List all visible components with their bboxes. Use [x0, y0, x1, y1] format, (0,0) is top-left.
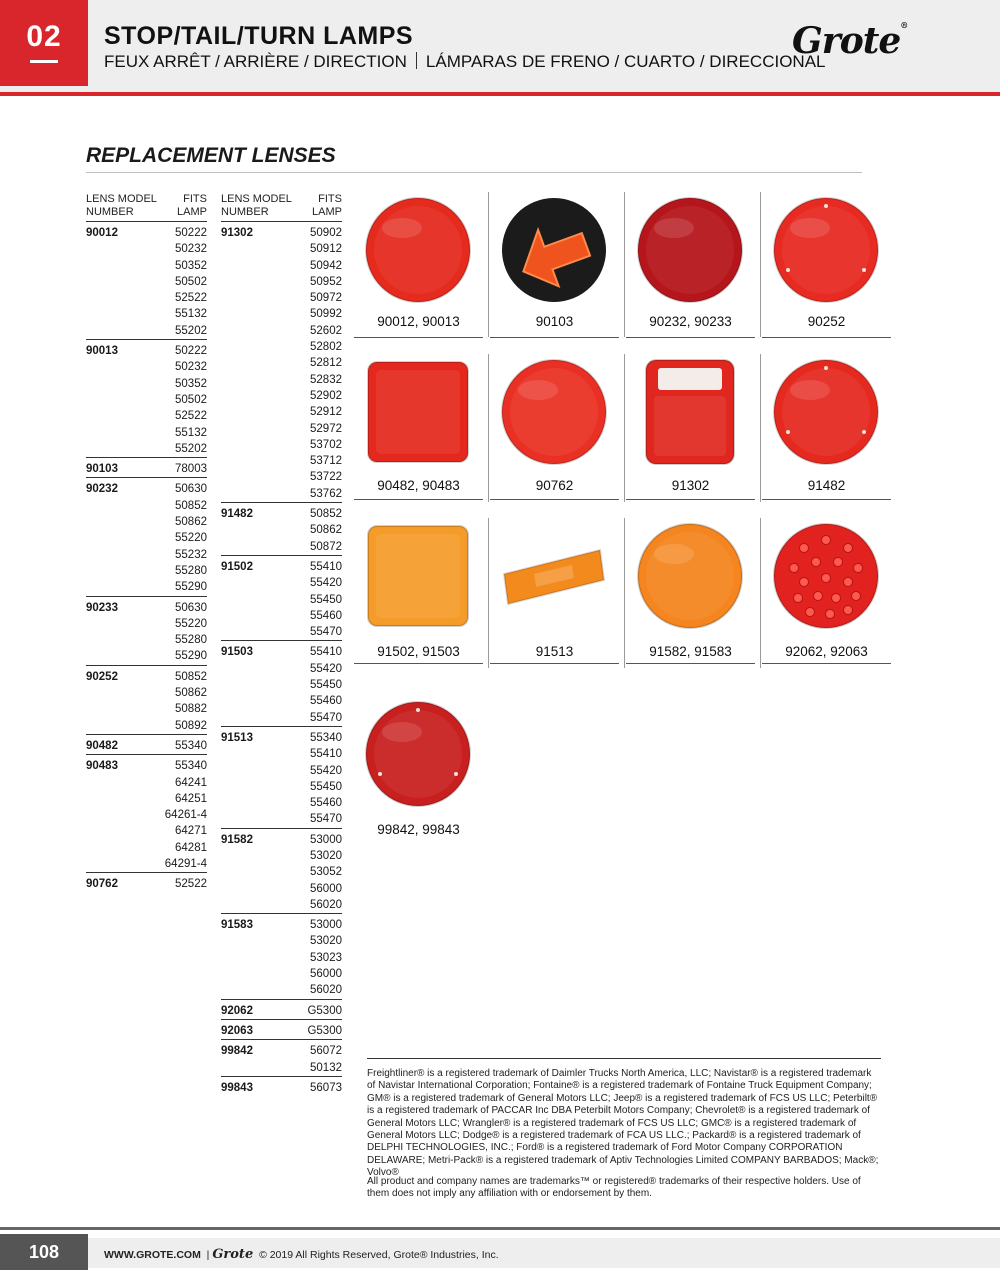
fits-lamp-number: 56020	[310, 984, 342, 997]
fits-lamp-number: 55450	[310, 780, 342, 793]
lens-model-label: 91502, 91503	[377, 644, 460, 659]
fits-lamp-number: 52802	[310, 341, 342, 354]
fits-lamp-number: 78003	[175, 463, 207, 476]
fits-lamp-number: 53000	[310, 919, 342, 932]
fits-lamp-number: 50862	[175, 516, 207, 529]
footer-rule	[0, 1227, 1000, 1230]
fits-lamp-number: 50852	[175, 670, 207, 683]
header-lamp: LAMP	[312, 206, 342, 218]
fits-lamp-number: 50912	[310, 243, 342, 256]
lens-model-label: 91513	[535, 644, 574, 659]
fits-lamp-list	[175, 461, 207, 477]
disclaimer: All product and company names are trademarks™ or registered® trademarks of their respective holders. Use of them does not imply any affiliation with or endorsement by them.	[367, 1176, 861, 1200]
section-title: REPLACEMENT LENSES	[86, 144, 336, 167]
lens-model-number: 90483	[86, 760, 118, 773]
fits-lamp-number: 50952	[310, 275, 342, 288]
lens-image	[362, 356, 474, 473]
fits-lamp-list	[175, 738, 207, 754]
fits-lamp-number: 64271	[175, 825, 207, 838]
lens-model-number: 90252	[86, 670, 118, 683]
lens-model-label: 90012, 90013	[377, 314, 460, 329]
fits-lamp-number: 56072	[310, 1045, 342, 1058]
fits-lamp-number: 52602	[310, 324, 342, 337]
product-tile	[352, 192, 485, 352]
fits-lamp-number: 53712	[310, 455, 342, 468]
table-body	[221, 221, 342, 1096]
fits-lamp-number: 64251	[175, 792, 207, 805]
fits-lamp-number: 55410	[310, 646, 342, 659]
table-body	[86, 221, 207, 893]
fits-lamp-number: G5300	[307, 1004, 342, 1017]
table-row	[86, 221, 207, 339]
fits-lamp-number: 52972	[310, 422, 342, 435]
fits-lamp-number: 50630	[175, 601, 207, 614]
fits-lamp-list	[307, 1003, 342, 1019]
tile-rule	[762, 337, 891, 338]
product-tile	[760, 192, 893, 352]
fits-lamp-number: 53020	[310, 935, 342, 948]
fits-lamp-number: 52522	[175, 410, 207, 423]
lens-model-label: 90762	[535, 478, 574, 493]
tile-rule	[762, 663, 891, 664]
fits-lamp-number: G5300	[307, 1024, 342, 1037]
header-model: LENS MODEL	[86, 193, 157, 205]
fits-lamp-number: 55420	[310, 764, 342, 777]
lens-model-label: 90103	[535, 314, 574, 329]
lens-model-number: 90013	[86, 345, 118, 358]
fits-lamp-number: 50852	[175, 499, 207, 512]
fits-lamp-number: 55470	[310, 813, 342, 826]
fits-lamp-list	[310, 559, 342, 640]
grote-logo: Grote®	[792, 20, 908, 62]
lens-model-number: 90482	[86, 739, 118, 752]
tile-rule	[626, 663, 755, 664]
fits-lamp-number: 53722	[310, 471, 342, 484]
footer-text: WWW.GROTE.COM | Grote © 2019 All Rights Reserved, Grote® Industries, Inc.	[104, 1247, 499, 1262]
table-row	[221, 913, 342, 998]
fits-lamp-number: 50630	[175, 483, 207, 496]
fits-lamp-number: 55280	[175, 634, 207, 647]
fits-lamp-number: 53702	[310, 438, 342, 451]
lens-model-number: 92062	[221, 1004, 253, 1017]
fits-lamp-number: 55290	[175, 581, 207, 594]
logo-text: Grote	[792, 20, 901, 62]
fits-lamp-list	[310, 730, 342, 828]
fits-lamp-number: 52902	[310, 389, 342, 402]
fits-lamp-number: 56000	[310, 882, 342, 895]
table-row	[86, 477, 207, 595]
fits-lamp-number: 50942	[310, 259, 342, 272]
lens-model-number: 99842	[221, 1045, 253, 1058]
fits-lamp-number: 55470	[310, 711, 342, 724]
section-rule	[86, 172, 862, 173]
fits-lamp-number: 56073	[310, 1081, 342, 1094]
fits-lamp-number: 52522	[175, 878, 207, 891]
fits-lamp-number: 53023	[310, 951, 342, 964]
lens-image	[498, 520, 610, 637]
table-row	[221, 1019, 342, 1039]
fits-lamp-number: 55340	[310, 731, 342, 744]
fits-lamp-number: 55220	[175, 532, 207, 545]
fits-lamp-number: 50852	[310, 508, 342, 521]
product-tile	[488, 192, 621, 352]
fits-lamp-number: 55232	[175, 548, 207, 561]
page-number: 108	[0, 1234, 88, 1270]
tile-rule	[490, 663, 619, 664]
fits-lamp-number: 64291-4	[164, 857, 207, 870]
lens-model-number: 99843	[221, 1081, 253, 1094]
fits-lamp-number: 53762	[310, 487, 342, 500]
lens-image	[634, 356, 746, 473]
fits-lamp-number: 50132	[310, 1061, 342, 1074]
table-row	[221, 1076, 342, 1096]
lens-model-number: 90233	[86, 601, 118, 614]
chapter-underline	[30, 60, 58, 63]
table-header	[221, 193, 342, 221]
page-subtitle	[104, 52, 825, 72]
fits-lamp-number: 55470	[310, 626, 342, 639]
tile-rule	[354, 337, 483, 338]
fits-lamp-number: 55202	[175, 442, 207, 455]
trademark-notice: Freightliner® is a registered trademark of Daimler Trucks North America, LLC; Navistar® is a registered trademark of Navistar International Corporation; Fontaine® is a registered trademark of Fontaine Truck Equipment Company; GM® is a registered trademark of General Motors LLC; Jeep® is a registered trademark of FCS US LLC; Peterbilt® is a registered trademark of PACCAR Inc DBA Peterbilt Motors Company; Chevrolet® is a registered trademark of General Motors LLC; Wrangler® is a registered trademark of FCS US LLC; GMC® is a registered trademark of General Motors LLC; Dodge® is a registered trademark of FCA US LLC.; Packard® is a registered trademark of DELPHI TECHNOLOGIES, INC.; Ford® is a registered trademark of Ford Motor Company CORPORATION DELAWARE; Metri-Pack® is a registered trademark of Aptiv Technologies Limited COMPANY BARBADOS; Mack®; Volvo®	[367, 1068, 879, 1179]
fits-lamp-list	[175, 600, 207, 665]
product-tile	[624, 192, 757, 352]
product-tile	[760, 354, 893, 514]
fits-lamp-list	[175, 343, 207, 457]
footnote-rule	[367, 1058, 881, 1059]
tile-rule	[354, 499, 483, 500]
footer-logo: Grote	[212, 1247, 254, 1262]
lens-model-label: 92062, 92063	[785, 644, 868, 659]
table-row	[86, 457, 207, 477]
lens-model-label: 91582, 91583	[649, 644, 732, 659]
subtitle-spanish: LÁMPARAS DE FRENO / CUARTO / DIRECCIONAL	[425, 52, 826, 71]
fits-lamp-number: 56000	[310, 968, 342, 981]
tile-rule	[626, 337, 755, 338]
product-tile	[488, 518, 621, 678]
fits-lamp-number: 55132	[175, 308, 207, 321]
lens-image	[362, 698, 474, 815]
fits-lamp-number: 64241	[175, 776, 207, 789]
lens-image	[770, 520, 882, 637]
header-lamp: LAMP	[177, 206, 207, 218]
table-row	[221, 221, 342, 502]
fits-lamp-number: 50872	[310, 540, 342, 553]
fits-lamp-number: 50502	[175, 393, 207, 406]
lens-model-number: 91482	[221, 508, 253, 521]
product-tile	[352, 354, 485, 514]
lens-model-label: 91302	[671, 478, 710, 493]
lens-table-left	[86, 193, 207, 893]
lens-model-label: 91482	[807, 478, 846, 493]
header-number: NUMBER	[86, 206, 134, 218]
fits-lamp-list	[310, 832, 342, 913]
fits-lamp-list	[165, 758, 207, 872]
fits-lamp-list	[310, 644, 342, 725]
product-tile	[624, 518, 757, 678]
product-tile	[352, 696, 485, 856]
fits-lamp-number: 52812	[310, 357, 342, 370]
fits-lamp-number: 55460	[310, 797, 342, 810]
lens-model-number: 91583	[221, 919, 253, 932]
fits-lamp-number: 55220	[175, 617, 207, 630]
table-row	[86, 339, 207, 457]
fits-lamp-list	[310, 917, 342, 998]
lens-model-number: 91302	[221, 227, 253, 239]
table-row	[221, 726, 342, 828]
fits-lamp-number: 56020	[310, 898, 342, 911]
copyright: © 2019 All Rights Reserved, Grote® Industries, Inc.	[259, 1249, 499, 1261]
tile-rule	[354, 663, 483, 664]
table-row	[221, 828, 342, 913]
fits-lamp-number: 50972	[310, 292, 342, 305]
fits-lamp-number: 50882	[175, 703, 207, 716]
header-fits: FITS	[183, 193, 207, 205]
fits-lamp-number: 55280	[175, 564, 207, 577]
lens-image	[770, 356, 882, 473]
fits-lamp-number: 55290	[175, 650, 207, 663]
tile-rule	[490, 499, 619, 500]
lens-model-number: 91582	[221, 833, 253, 846]
fits-lamp-number: 52522	[175, 292, 207, 305]
fits-lamp-number: 53000	[310, 833, 342, 846]
fits-lamp-list	[175, 481, 207, 595]
fits-lamp-number: 55450	[310, 593, 342, 606]
lens-model-number: 90012	[86, 227, 118, 239]
fits-lamp-number: 53052	[310, 866, 342, 879]
chapter-number: 02	[26, 20, 62, 53]
subtitle-separator	[416, 52, 417, 69]
fits-lamp-number: 50502	[175, 275, 207, 288]
fits-lamp-number: 55450	[310, 679, 342, 692]
fits-lamp-number: 64261-4	[164, 809, 207, 822]
table-header	[86, 193, 207, 221]
product-tile	[624, 354, 757, 514]
fits-lamp-number: 55420	[310, 577, 342, 590]
lens-image	[498, 356, 610, 473]
lens-model-number: 90762	[86, 878, 118, 891]
table-row	[221, 640, 342, 725]
chapter-tab	[0, 0, 88, 86]
fits-lamp-number: 50232	[175, 361, 207, 374]
fits-lamp-number: 55340	[175, 739, 207, 752]
header-model: LENS MODEL	[221, 193, 292, 205]
fits-lamp-list	[307, 1023, 342, 1039]
header-divider	[0, 92, 1000, 96]
fits-lamp-number: 50352	[175, 377, 207, 390]
lens-image	[362, 520, 474, 637]
table-row	[221, 502, 342, 555]
table-row	[221, 1039, 342, 1076]
tile-rule	[762, 499, 891, 500]
fits-lamp-number: 50892	[175, 719, 207, 732]
fits-lamp-list	[310, 1043, 342, 1076]
product-tile	[488, 354, 621, 514]
table-row	[86, 596, 207, 665]
lens-image	[634, 520, 746, 637]
fits-lamp-number: 64281	[175, 841, 207, 854]
lens-model-number: 91503	[221, 646, 253, 659]
lens-table-right	[221, 193, 342, 1096]
lens-model-number: 92063	[221, 1024, 253, 1037]
lens-model-label: 90252	[807, 314, 846, 329]
product-tile	[352, 518, 485, 678]
fits-lamp-number: 50862	[175, 687, 207, 700]
lens-model-number: 90103	[86, 463, 118, 476]
fits-lamp-number: 52912	[310, 406, 342, 419]
fits-lamp-number: 55410	[310, 748, 342, 761]
table-row	[86, 872, 207, 892]
fits-lamp-number: 55132	[175, 426, 207, 439]
fits-lamp-number: 55460	[310, 609, 342, 622]
tile-rule	[626, 499, 755, 500]
page-title: STOP/TAIL/TURN LAMPS	[104, 22, 414, 50]
product-tile	[760, 518, 893, 678]
table-row	[86, 665, 207, 734]
fits-lamp-number: 50352	[175, 259, 207, 272]
table-row	[221, 999, 342, 1019]
fits-lamp-list	[175, 876, 207, 892]
lens-model-number: 91502	[221, 560, 253, 573]
fits-lamp-list	[310, 506, 342, 555]
fits-lamp-list	[310, 225, 342, 502]
fits-lamp-number: 53020	[310, 849, 342, 862]
fits-lamp-number: 55410	[310, 560, 342, 573]
fits-lamp-number: 50862	[310, 524, 342, 537]
lens-model-number: 91513	[221, 731, 253, 744]
header-fits: FITS	[318, 193, 342, 205]
fits-lamp-number: 55340	[175, 760, 207, 773]
header-number: NUMBER	[221, 206, 269, 218]
lens-image	[498, 194, 610, 311]
fits-lamp-list	[175, 669, 207, 734]
subtitle-french: FEUX ARRÊT / ARRIÈRE / DIRECTION	[104, 52, 407, 71]
lens-image	[362, 194, 474, 311]
fits-lamp-number: 55460	[310, 695, 342, 708]
fits-lamp-number: 50992	[310, 308, 342, 321]
fits-lamp-number: 52832	[310, 373, 342, 386]
tile-rule	[490, 337, 619, 338]
lens-image	[770, 194, 882, 311]
lens-model-label: 90482, 90483	[377, 478, 460, 493]
fits-lamp-list	[175, 225, 207, 339]
fits-lamp-number: 55202	[175, 324, 207, 337]
lens-model-label: 90232, 90233	[649, 314, 732, 329]
table-row	[86, 754, 207, 872]
fits-lamp-number: 50232	[175, 243, 207, 256]
website-link[interactable]: WWW.GROTE.COM	[104, 1249, 201, 1261]
table-row	[221, 555, 342, 640]
table-row	[86, 734, 207, 754]
fits-lamp-number: 55420	[310, 662, 342, 675]
lens-model-number: 90232	[86, 483, 118, 496]
fits-lamp-list	[310, 1080, 342, 1096]
fits-lamp-number: 50222	[175, 227, 207, 239]
fits-lamp-number: 50902	[310, 227, 342, 239]
lens-model-label: 99842, 99843	[377, 822, 460, 837]
fits-lamp-number: 50222	[175, 345, 207, 358]
lens-image	[634, 194, 746, 311]
